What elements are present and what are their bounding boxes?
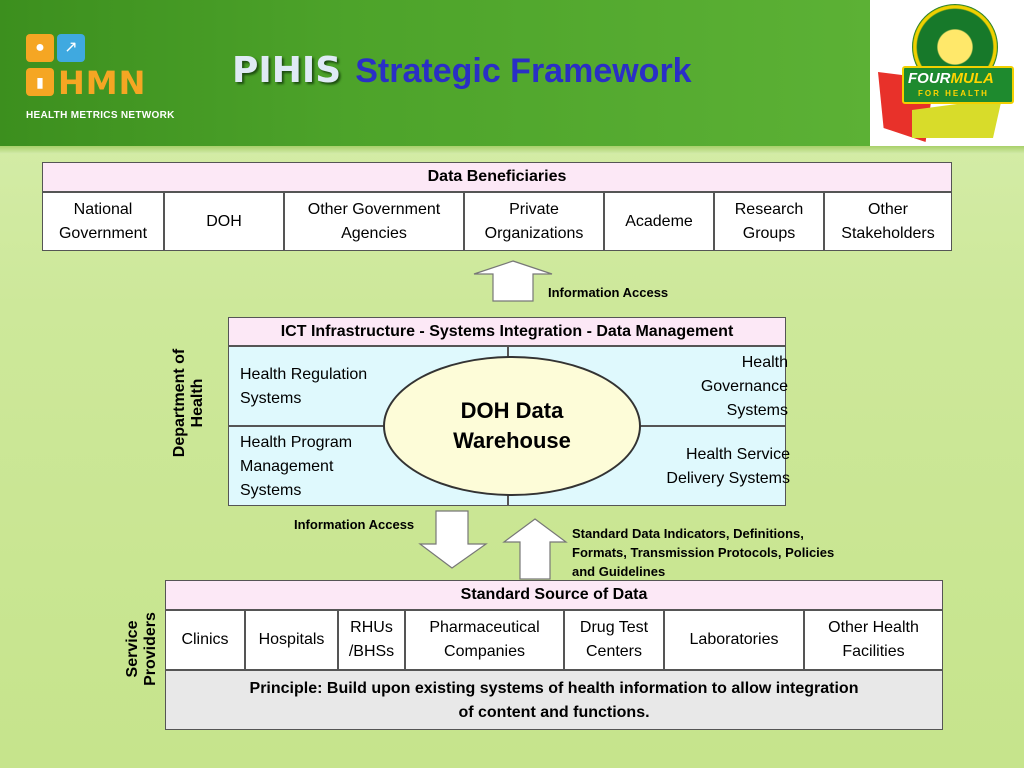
beneficiary-doh: DOH <box>164 192 284 251</box>
hmn-logo <box>22 32 175 127</box>
ict-infrastructure-header: ICT Infrastructure - Systems Integration - Data Management <box>228 317 786 346</box>
standards-note: Standard Data Indicators, Definitions, Formats, Transmission Protocols, Policies and Guidelines <box>572 526 835 579</box>
fourmula-wordmark <box>908 70 994 87</box>
page-title <box>232 50 692 91</box>
provider-clinics: Clinics <box>165 610 245 670</box>
beneficiary-other-stakeholders: Other Stakeholders <box>824 192 952 251</box>
health-regulation-systems: Health Regulation Systems <box>240 366 368 407</box>
down-arrow-information-access <box>418 510 488 570</box>
standard-source-header: Standard Source of Data <box>165 580 943 610</box>
fourmula-banner <box>902 66 1014 104</box>
slide-header <box>0 0 1024 146</box>
fourmula-logo <box>872 0 1024 146</box>
person-icon: ● <box>26 34 54 62</box>
provider-laboratories: Laboratories <box>664 610 804 670</box>
trend-line-icon: ↗ <box>57 34 85 62</box>
hmn-logo-subtitle: HEALTH METRICS NETWORK <box>26 110 175 121</box>
doh-data-warehouse: DOH Data Warehouse <box>383 356 641 496</box>
title-prefix: PIHIS <box>232 50 342 91</box>
hmn-logo-text: HMN <box>58 64 147 102</box>
provider-pharmaceutical-companies: Pharmaceutical Companies <box>405 610 564 670</box>
principle-statement: Principle: Build upon existing systems of health information to allow integration of content and functions. <box>165 670 943 730</box>
provider-rhus-bhss: RHUs /BHSs <box>338 610 405 670</box>
beneficiary-national-government: National Government <box>42 192 164 251</box>
health-service-delivery-systems: Health Service Delivery Systems <box>666 446 790 487</box>
up-arrow-standards <box>502 518 568 580</box>
provider-drug-test-centers: Drug Test Centers <box>564 610 664 670</box>
beneficiary-academe: Academe <box>604 192 714 251</box>
fourmula-word-four: FOUR <box>908 70 951 87</box>
title-main: Strategic Framework <box>355 52 692 90</box>
provider-other-health-facilities: Other Health Facilities <box>804 610 943 670</box>
department-of-health-label: Department of Health <box>171 348 206 458</box>
bar-chart-icon: ▮ <box>26 68 54 96</box>
beneficiary-private-organizations: Private Organizations <box>464 192 604 251</box>
up-arrow-information-access <box>472 260 554 302</box>
header-stripe <box>0 146 1024 154</box>
beneficiaries-header: Data Beneficiaries <box>42 162 952 192</box>
service-providers-label: Service Providers <box>124 612 159 686</box>
beneficiary-research-groups: Research Groups <box>714 192 824 251</box>
information-access-label-bottom: Information Access <box>294 517 415 532</box>
beneficiary-other-government-agencies: Other Government Agencies <box>284 192 464 251</box>
fourmula-word-mula: MULA <box>950 70 994 87</box>
hmn-logo-icons <box>26 34 88 62</box>
provider-hospitals: Hospitals <box>245 610 338 670</box>
information-access-label-top: Information Access <box>548 285 669 300</box>
fourmula-tagline: FOR HEALTH <box>918 89 989 98</box>
health-program-management-systems: Health Program Management Systems <box>240 434 353 499</box>
health-governance-systems: Health Governance Systems <box>700 354 788 419</box>
